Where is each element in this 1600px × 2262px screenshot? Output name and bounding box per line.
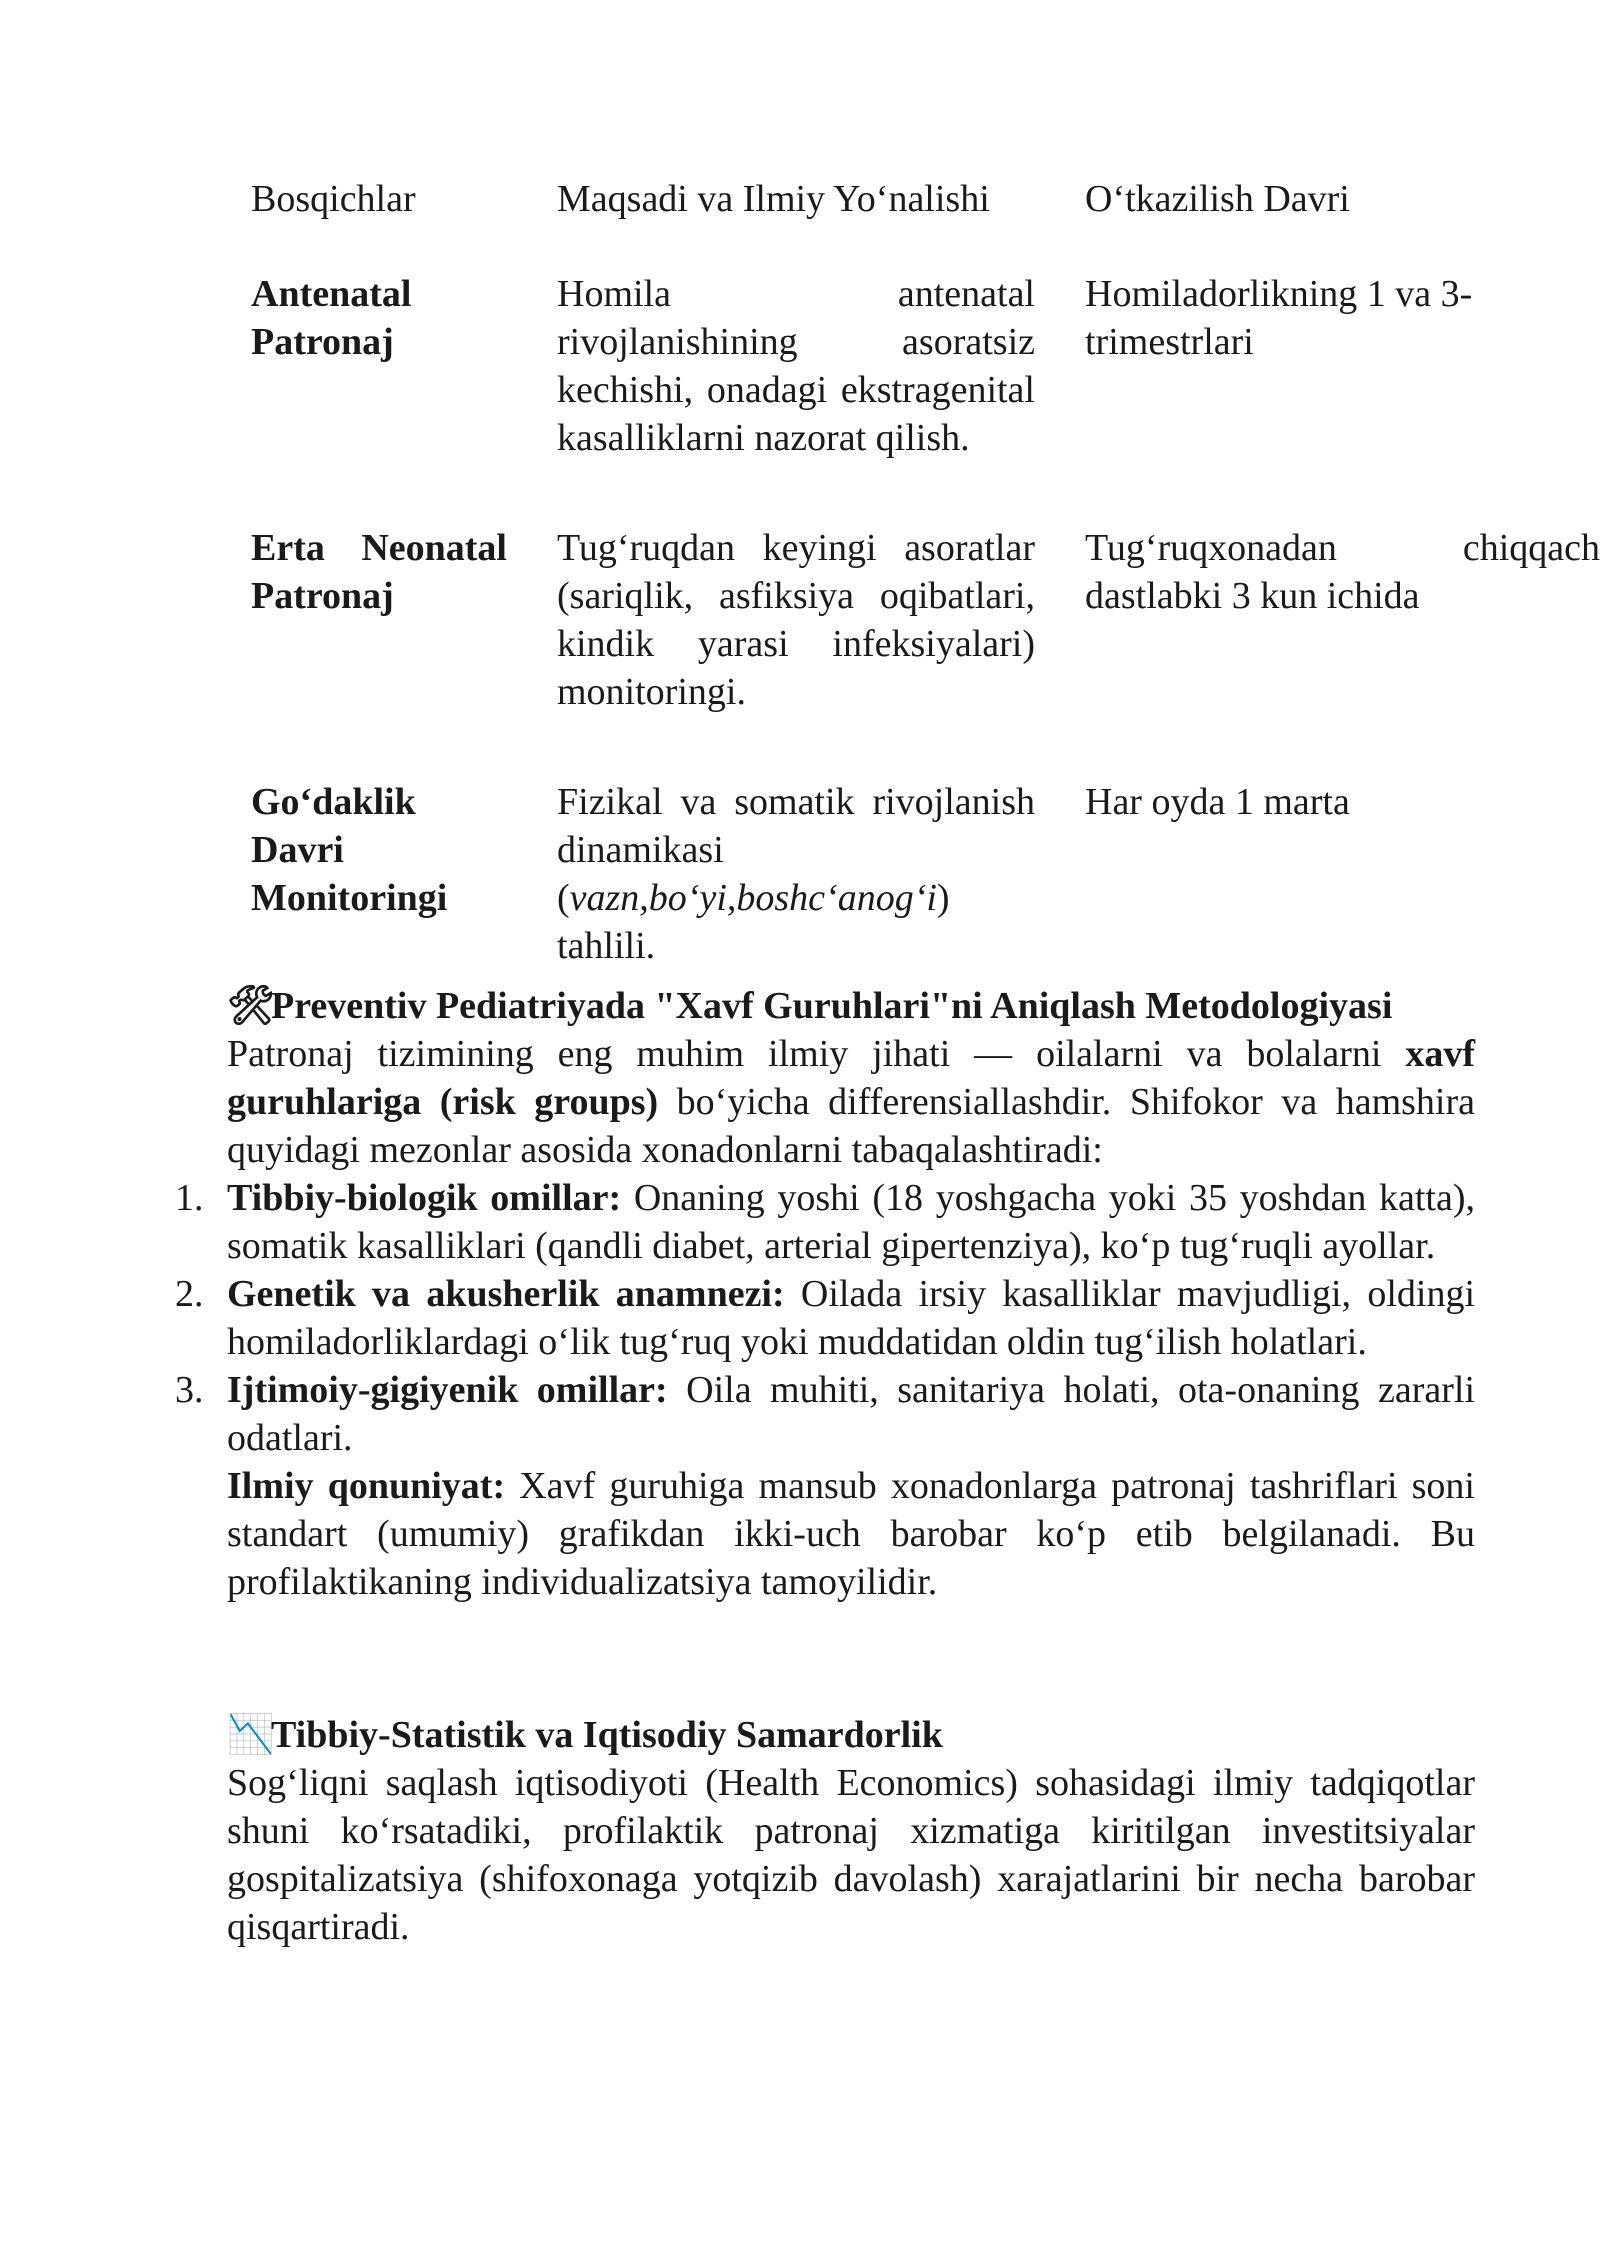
intro-text: Patronaj tizimining eng muhim ilmiy jihati — oilalarni va bolalarni (227, 1033, 1406, 1075)
list-item-number: 3. (175, 1369, 204, 1411)
economic-efficiency-section (227, 1711, 1475, 1951)
list-item (175, 1366, 1475, 1462)
purpose-italic-text: vazn,bo‘yi,boshc‘anog‘i (569, 877, 937, 919)
stage-period: Homiladorlikning 1 va 3-trimestrlari (1085, 273, 1473, 363)
intro-bold-text: xavf guruhlariga (risk groups) (227, 1033, 1475, 1123)
section-heading (227, 1711, 1475, 1759)
stage-period: Har oyda 1 marta (1085, 781, 1350, 823)
list-item-text: Onaning yoshi (18 yoshgacha yoki 35 yoshdan katta), somatik kasalliklari (qandli diabet, arterial gipertenziya), ko‘p tug‘ruqli ayollar. (227, 1177, 1475, 1267)
list-item-text: Oilada irsiy kasalliklar mavjudligi, oldingi homiladorliklardagi o‘lik tug‘ruq yoki muddatidan oldin tug‘ilish holatlari. (227, 1273, 1475, 1363)
stage-period: Tug‘ruqxonadan chiqqach dastlabki 3 kun ichida (1085, 527, 1600, 617)
risk-groups-section (175, 982, 1476, 1606)
purpose-text-end: ) tahlili. (557, 877, 950, 967)
table-row (251, 270, 1600, 524)
chart-decreasing-icon: 📉 (227, 1714, 275, 1756)
table-header-row (251, 175, 1600, 270)
header-period: O‘tkazilish Davri (1085, 178, 1350, 220)
law-text: Xavf guruhiga mansub xonadonlarga patronaj tashriflari soni standart (umumiy) grafikdan ikki-uch barobar ko‘p etib belgilanadi. Bu profilaktikaning individualizatsiya tamoyilidir. (227, 1465, 1475, 1603)
patronage-stages-table (251, 175, 1600, 1032)
law-title: Ilmiy qonuniyat: (227, 1465, 506, 1507)
list-item-number: 2. (175, 1273, 204, 1315)
list-item-title: Genetik va akusherlik anamnezi: (227, 1273, 785, 1315)
list-item-text: Oila muhiti, sanitariya holati, ota-onaning zararli odatlari. (227, 1369, 1475, 1459)
stage-purpose: Homila antenatal rivojlanishining asoratsiz kechishi, onadagi ekstragenital kasalliklarni nazorat qilish. (557, 273, 1035, 459)
stage-name: Antenatal Patronaj (251, 273, 412, 363)
purpose-text: Fizikal va somatik rivojlanish dinamikasi ( (557, 781, 1035, 919)
list-item-title: Ijtimoiy-gigiyenik omillar: (227, 1369, 668, 1411)
section-intro (227, 1030, 1475, 1174)
stage-name: Go‘daklik Davri Monitoringi (251, 781, 448, 919)
section-heading-text: Preventiv Pediatriyada "Xavf Guruhlari"ni Aniqlash Metodologiyasi (271, 985, 1393, 1027)
table-row (251, 524, 1600, 778)
list-item (175, 1174, 1475, 1270)
header-stage: Bosqichlar (251, 178, 416, 220)
section-heading-text: Tibbiy-Statistik va Iqtisodiy Samardorlik (271, 1714, 943, 1756)
hammer-and-wrench-icon: 🛠 (227, 985, 276, 1027)
list-item (175, 1270, 1475, 1366)
list-item-number: 1. (175, 1177, 204, 1219)
intro-text-end: bo‘yicha differensiallashdir. Shifokor va hamshira quyidagi mezonlar asosida xonadonlarni tabaqalashtiradi: (227, 1081, 1476, 1171)
scientific-law-paragraph (227, 1462, 1475, 1606)
list-item-title: Tibbiy-biologik omillar: (227, 1177, 622, 1219)
stage-purpose: Tug‘ruqdan keyingi asoratlar (sariqlik, asfiksiya oqibatlari, kindik yarasi infeksiyalari) monitoringi. (557, 527, 1035, 713)
stage-name: Erta Neonatal Patronaj (251, 527, 507, 617)
header-purpose: Maqsadi va Ilmiy Yo‘nalishi (557, 178, 990, 220)
risk-criteria-list (175, 1174, 1475, 1462)
section-paragraph: Sog‘liqni saqlash iqtisodiyoti (Health Economics) sohasidagi ilmiy tadqiqotlar shuni ko‘rsatadiki, profilaktik patronaj xizmatiga kiritilgan investitsiyalar gospitalizatsiya (shifoxonaga yotqizib davolash) xarajatlarini bir necha barobar qisqartiradi. (227, 1762, 1475, 1948)
section-heading (227, 982, 1475, 1030)
